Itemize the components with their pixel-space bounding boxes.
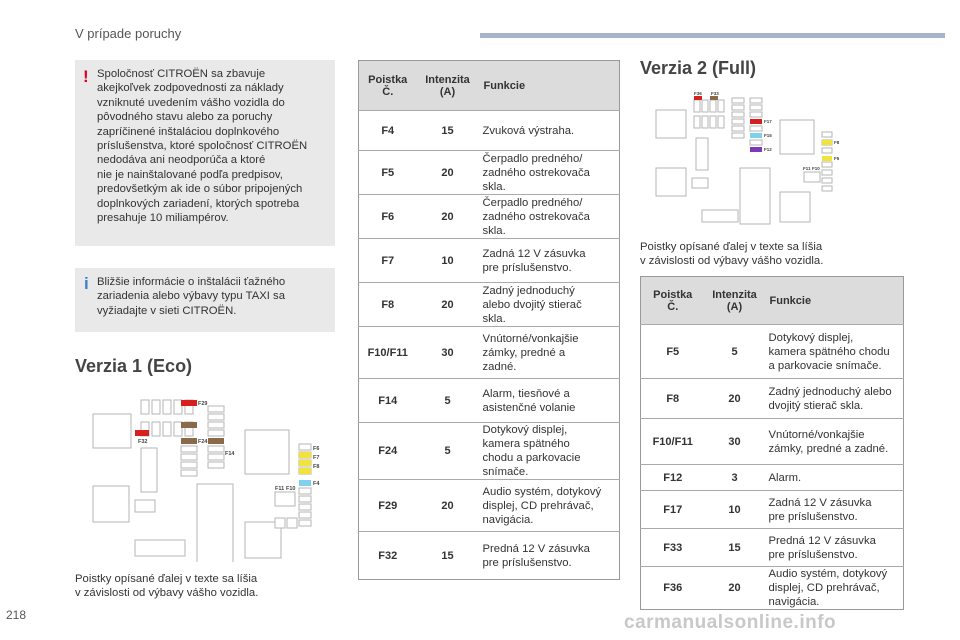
current-cell: 20	[705, 567, 765, 610]
current-cell: 30	[417, 327, 479, 379]
function-cell: Čerpadlo predného/ zadného ostrekovača skla.	[479, 195, 620, 239]
table-row	[359, 480, 620, 532]
info-note	[75, 268, 335, 332]
current-cell: 20	[705, 379, 765, 419]
col-header-fuse-no: Poistka Č.	[359, 61, 417, 111]
function-cell: Audio systém, dotykový displej, CD prehrávač, navigácia.	[479, 480, 620, 532]
table-row	[359, 423, 620, 480]
version2-caption: Poistky opísané ďalej v texte sa líšia v závislosti od výbavy vášho vozidla.	[640, 241, 824, 267]
fuse-number-cell: F32	[359, 532, 417, 580]
current-cell: 15	[417, 532, 479, 580]
warning-text: Spoločnosť CITROËN sa zbavuje akejkoľvek zodpovednosti za náklady vzniknuté uvedením vášho vozidla do pôvodného stavu alebo za poruchy zapríčinené inštaláciou doplnkového príslušenstva, ktoré spoločnosť CITROËN nedodáva ani neodporúča a ktoré nie je nainštalované podľa predpisov, predovšetkým ak ide o súbor pripojených doplnkových zariadení, ktorých spotreba presahuje 10 miliampérov.	[97, 68, 308, 225]
function-cell: Predná 12 V zásuvka pre príslušenstvo.	[479, 532, 620, 580]
fuse-number-cell: F5	[641, 325, 705, 379]
fuse-label-f10: F10	[812, 166, 820, 171]
fuse-label-f6: F6	[313, 446, 320, 452]
fuse-label-f36: F36	[694, 92, 702, 96]
current-cell: 5	[417, 423, 479, 480]
function-cell: Zadná 12 V zásuvka pre príslušenstvo.	[479, 239, 620, 283]
watermark: carmanualsonline.info	[624, 612, 837, 633]
current-cell: 5	[705, 325, 765, 379]
current-cell: 20	[417, 480, 479, 532]
fuse-number-cell: F6	[359, 195, 417, 239]
info-text: Bližšie informácie o inštalácii ťažného zariadenia alebo výbavy typu TAXI sa vyžiadajte v sieti CITROËN.	[97, 276, 286, 317]
fuse-table-v2	[640, 276, 904, 610]
fuse-label-f12: F12	[764, 147, 772, 152]
version1-caption: Poistky opísané ďalej v texte sa líšia v závislosti od výbavy vášho vozidla.	[75, 573, 259, 599]
table-row	[641, 465, 904, 491]
fuse-number-cell: F17	[641, 491, 705, 529]
header-bar	[480, 33, 945, 38]
fuse-label-f17: F17	[764, 119, 772, 124]
fuse-label-f11: F11	[275, 486, 285, 492]
fuse-number-cell: F33	[641, 529, 705, 567]
fuse-number-cell: F29	[359, 480, 417, 532]
function-cell: Alarm.	[765, 465, 904, 491]
table-row	[359, 379, 620, 423]
table-row	[641, 379, 904, 419]
fuse-label-f8: F8	[834, 140, 840, 145]
fuse-number-cell: F8	[359, 283, 417, 327]
col-header-function: Funkcie	[479, 61, 620, 111]
function-cell: Zadná 12 V zásuvka pre príslušenstvo.	[765, 491, 904, 529]
table-row	[359, 327, 620, 379]
table-row	[359, 151, 620, 195]
fuse-number-cell: F14	[359, 379, 417, 423]
current-cell: 10	[417, 239, 479, 283]
table-row	[641, 567, 904, 610]
current-cell: 30	[705, 419, 765, 465]
current-cell: 15	[417, 111, 479, 151]
fuse-number-cell: F8	[641, 379, 705, 419]
function-cell: Dotykový displej, kamera spätného chodu a parkovacie snímače.	[479, 423, 620, 480]
fuse-label-f5: F5	[834, 156, 840, 161]
fusebox-diagram-v2	[650, 92, 850, 232]
fuse-label-f8: F8	[313, 464, 320, 470]
col-header-function: Funkcie	[765, 277, 904, 325]
function-cell: Zvuková výstraha.	[479, 111, 620, 151]
fuse-number-cell: F10/F11	[359, 327, 417, 379]
table-row	[641, 529, 904, 567]
function-cell: Vnútorné/vonkajšie zámky, predné a zadné.	[765, 419, 904, 465]
function-cell: Alarm, tiesňové a asistenčné volanie	[479, 379, 620, 423]
function-cell: Zadný jednoduchý alebo dvojitý stierač skla.	[479, 283, 620, 327]
col-header-fuse-no: Poistka Č.	[641, 277, 705, 325]
fuse-number-cell: F7	[359, 239, 417, 283]
fuse-number-cell: F10/F11	[641, 419, 705, 465]
current-cell: 20	[417, 151, 479, 195]
fuse-label-f4: F4	[313, 481, 320, 487]
table-row	[359, 532, 620, 580]
fuse-label-f32: F32	[138, 439, 148, 445]
fuse-number-cell: F12	[641, 465, 705, 491]
fuse-label-f7: F7	[313, 455, 320, 461]
version1-heading: Verzia 1 (Eco)	[75, 356, 193, 376]
table-row	[359, 283, 620, 327]
fuse-label-f10: F10	[286, 486, 296, 492]
fuse-label-f11: F11	[803, 166, 811, 171]
version2-heading: Verzia 2 (Full)	[640, 58, 757, 78]
fuse-table-v1	[358, 60, 620, 580]
current-cell: 5	[417, 379, 479, 423]
col-header-current: Intenzita (A)	[417, 61, 479, 111]
fuse-number-cell: F24	[359, 423, 417, 480]
current-cell: 20	[417, 195, 479, 239]
current-cell: 3	[705, 465, 765, 491]
warning-icon: !	[83, 67, 89, 86]
table-row	[641, 325, 904, 379]
fuse-label-f29: F29	[198, 401, 208, 407]
function-cell: Audio systém, dotykový displej, CD prehrávač, navigácia.	[765, 567, 904, 610]
function-cell: Predná 12 V zásuvka pre príslušenstvo.	[765, 529, 904, 567]
current-cell: 10	[705, 491, 765, 529]
fuse-label-f24: F24	[198, 439, 208, 445]
warning-note	[75, 60, 335, 246]
fuse-number-cell: F36	[641, 567, 705, 610]
fuse-number-cell: F4	[359, 111, 417, 151]
table-row	[359, 195, 620, 239]
fuse-label-f14: F14	[225, 451, 235, 457]
page-number: 218	[6, 608, 27, 622]
function-cell: Zadný jednoduchý alebo dvojitý stierač skla.	[765, 379, 904, 419]
section-title: V prípade poruchy	[75, 26, 182, 41]
fuse-label-f15: F15	[764, 133, 772, 138]
function-cell: Čerpadlo predného/ zadného ostrekovača skla.	[479, 151, 620, 195]
table-row	[359, 111, 620, 151]
current-cell: 20	[417, 283, 479, 327]
table-row	[359, 239, 620, 283]
fuse-number-cell: F5	[359, 151, 417, 195]
col-header-current: Intenzita (A)	[705, 277, 765, 325]
function-cell: Dotykový displej, kamera spätného chodu a parkovacie snímače.	[765, 325, 904, 379]
fuse-label-f33: F33	[711, 92, 719, 96]
info-icon: i	[84, 274, 89, 293]
table-row	[641, 491, 904, 529]
current-cell: 15	[705, 529, 765, 567]
table-row	[641, 419, 904, 465]
function-cell: Vnútorné/vonkajšie zámky, predné a zadné.	[479, 327, 620, 379]
fusebox-diagram-v1	[85, 392, 335, 562]
